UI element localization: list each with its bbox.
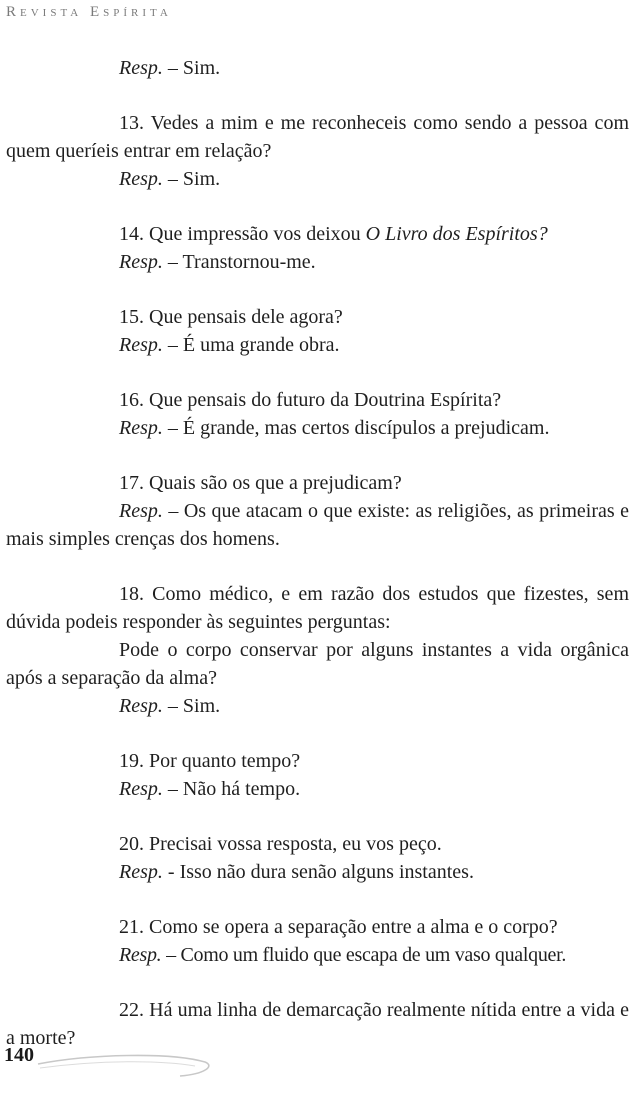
question-22: 22. Há uma linha de demarcação realmente nítida entre a vida e a morte? <box>6 999 629 1049</box>
question-20: 20. Precisai vossa resposta, eu vos peço. <box>119 833 442 855</box>
answer-13: Resp. – Sim. <box>119 168 221 190</box>
question-13: 13. Vedes a mim e me reconheceis como sendo a pessoa com quem queríeis entrar em relação? <box>6 112 629 162</box>
answer-17: Resp. – Os que atacam o que existe: as religiões, as primeiras e mais simples crenças dos homens. <box>6 500 629 550</box>
question-16: 16. Que pensais do futuro da Doutrina Espírita? <box>119 389 502 411</box>
question-18: 18. Como médico, e em razão dos estudos que fizestes, sem dúvida podeis responder às seguintes perguntas: <box>6 583 629 633</box>
resp-label: Resp. <box>119 944 162 966</box>
question-15: 15. Que pensais dele agora? <box>119 306 343 328</box>
answer-15: Resp. – É uma grande obra. <box>119 334 340 356</box>
page-number: 140 <box>4 1044 34 1066</box>
answer-text: É uma grande obra. <box>182 334 340 356</box>
question-18-sub: Pode o corpo conservar por alguns instantes a vida orgânica após a separação da alma? <box>6 639 629 689</box>
resp-label: Resp. <box>119 168 163 190</box>
answer-text: Sim. <box>182 57 221 79</box>
answer-14: Resp. – Transtornou-me. <box>119 251 316 273</box>
resp-label: Resp. <box>119 861 163 883</box>
resp-label: Resp. <box>119 334 163 356</box>
book-title: O Livro dos Espíritos? <box>365 223 548 245</box>
question-14: 14. Que impressão vos deixou O Livro dos Espíritos? <box>119 223 548 245</box>
answer-text: Os que atacam o que existe: as religiões, as primeiras e mais simples crenças dos homens. <box>6 500 629 550</box>
answer-19: Resp. – Não há tempo. <box>119 778 301 800</box>
answer-20: Resp. - Isso não dura senão alguns instantes. <box>119 861 474 883</box>
question-19: 19. Por quanto tempo? <box>119 750 301 772</box>
resp-label: Resp. <box>119 417 163 439</box>
answer-text: Isso não dura senão alguns instantes. <box>179 861 474 883</box>
resp-label: Resp. <box>119 57 163 79</box>
answer-16: Resp. – É grande, mas certos discípulos a prejudicam. <box>119 417 550 439</box>
answer-text: Transtornou-me. <box>182 251 316 273</box>
resp-label: Resp. <box>119 251 163 273</box>
resp-label: Resp. <box>119 500 163 522</box>
answer-text: Sim. <box>182 168 221 190</box>
answer-text: Sim. <box>182 695 221 717</box>
answer-18: Resp. – Sim. <box>119 695 221 717</box>
answer-text: Como um fluido que escapa de um vaso qualquer. <box>180 944 567 966</box>
folio-ornament <box>0 1040 240 1080</box>
running-head: Revista Espírita <box>6 4 172 20</box>
question-17: 17. Quais são os que a prejudicam? <box>119 472 402 494</box>
question-21: 21. Como se opera a separação entre a alma e o corpo? <box>119 916 558 938</box>
answer-12: Resp. – Sim. <box>119 57 221 79</box>
answer-text: Não há tempo. <box>182 778 301 800</box>
answer-text: É grande, mas certos discípulos a prejudicam. <box>182 417 550 439</box>
answer-21: Resp. – Como um fluido que escapa de um vaso qualquer. <box>119 944 567 966</box>
page-body <box>6 54 629 1052</box>
resp-label: Resp. <box>119 695 163 717</box>
resp-label: Resp. <box>119 778 163 800</box>
